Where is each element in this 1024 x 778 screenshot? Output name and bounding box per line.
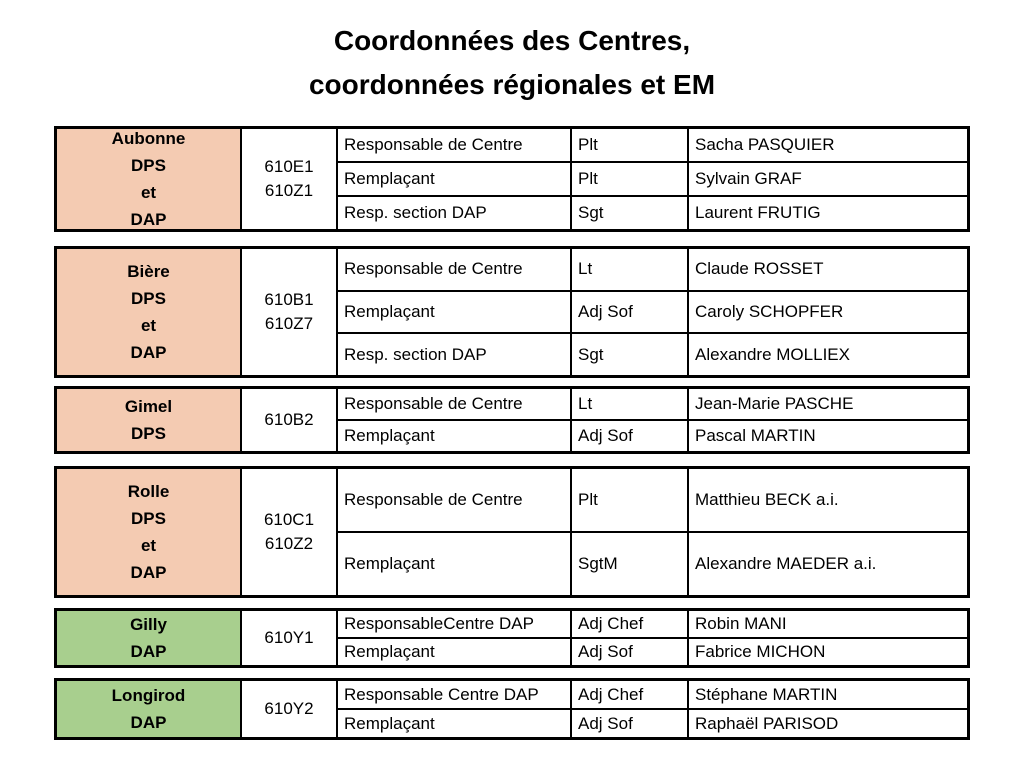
centre-codes (242, 611, 338, 665)
person-cell: Caroly SCHOPFER (695, 302, 844, 321)
centre-name-line: DAP (130, 642, 167, 661)
centre-name-line: Longirod (111, 686, 186, 705)
contact-row (338, 197, 967, 229)
centre-codes (242, 681, 338, 737)
role-cell: Remplaçant (338, 710, 572, 737)
centre-name-line: et (140, 183, 157, 202)
centre-name (57, 249, 242, 375)
person-cell: Robin MANI (695, 614, 787, 633)
centre-name-line: DPS (131, 156, 166, 175)
role-cell: Responsable de Centre (338, 389, 572, 419)
contact-row (338, 163, 967, 197)
rank-cell: Adj Chef (572, 611, 689, 637)
centre-name-line: Bière (127, 262, 170, 281)
person-cell: Laurent FRUTIG (695, 203, 821, 222)
centre-name (57, 681, 242, 737)
centre-block-rolle (54, 466, 970, 598)
centre-code: 610C1 (263, 510, 315, 529)
centre-code: 610Z1 (264, 181, 314, 200)
contact-row (338, 533, 967, 595)
contact-rows (338, 249, 967, 375)
contact-row (338, 292, 967, 335)
rank-cell: Adj Sof (572, 292, 689, 333)
role-cell: Remplaçant (338, 533, 572, 595)
person-cell: Stéphane MARTIN (695, 684, 838, 704)
centre-name-line: et (140, 316, 157, 335)
centre-name-line: Gimel (124, 397, 173, 416)
centre-name (57, 129, 242, 229)
role-cell: Responsable de Centre (338, 249, 572, 290)
contact-row (338, 681, 967, 710)
contact-row (338, 639, 967, 665)
centre-code: 610Y1 (264, 628, 314, 647)
centre-codes (242, 129, 338, 229)
role-cell: Remplaçant (338, 292, 572, 333)
contact-rows (338, 611, 967, 665)
rank-cell: Lt (572, 389, 689, 419)
role-cell: Resp. section DAP (338, 334, 572, 375)
centre-code: 610Y2 (264, 699, 314, 718)
centre-name-line: DAP (130, 563, 167, 582)
centre-name (57, 469, 242, 595)
role-cell: Remplaçant (338, 421, 572, 451)
centre-code: 610E1 (264, 157, 314, 176)
page-title-line-1: Coordonnées des Centres, (333, 25, 691, 56)
person-cell: Jean-Marie PASCHE (695, 394, 854, 413)
contact-row (338, 469, 967, 533)
contact-rows (338, 389, 967, 451)
role-cell: Responsable de Centre (338, 129, 572, 161)
contact-rows (338, 129, 967, 229)
centre-name-line: DAP (130, 343, 167, 362)
person-cell: Pascal MARTIN (695, 426, 816, 445)
centre-name-line: DPS (131, 424, 166, 443)
centre-block-longirod (54, 678, 970, 740)
person-cell: Sacha PASQUIER (695, 135, 835, 154)
centre-block-gimel (54, 386, 970, 454)
role-cell: Responsable de Centre (338, 469, 572, 531)
person-cell: Sylvain GRAF (695, 169, 802, 188)
rank-cell: Plt (572, 163, 689, 195)
centre-name-line: DPS (131, 289, 166, 308)
role-cell: Responsable Centre DAP (338, 681, 572, 708)
contact-row (338, 710, 967, 737)
role-cell: Resp. section DAP (338, 197, 572, 229)
contact-row (338, 421, 967, 451)
centre-code: 610Z2 (264, 534, 314, 553)
centre-codes (242, 389, 338, 451)
centre-name-line: et (140, 536, 157, 555)
person-cell: Raphaël PARISOD (695, 713, 839, 733)
rank-cell: Adj Sof (572, 710, 689, 737)
contact-row (338, 389, 967, 421)
centre-code: 610B2 (264, 410, 314, 429)
person-cell: Claude ROSSET (695, 259, 824, 279)
contact-rows (338, 469, 967, 595)
centre-block-biere (54, 246, 970, 378)
role-cell: ResponsableCentre DAP (338, 611, 572, 637)
person-cell: Matthieu BECK a.i. (695, 490, 839, 509)
centre-block-gilly (54, 608, 970, 668)
centre-codes (242, 249, 338, 375)
centre-name-line: Gilly (130, 615, 167, 634)
page-title-line-2: coordonnées régionales et EM (308, 69, 716, 100)
centre-name (57, 611, 242, 665)
centre-name-line: Aubonne (111, 129, 186, 148)
person-cell: Alexandre MOLLIEX (695, 344, 850, 364)
centre-name (57, 389, 242, 451)
contact-row (338, 249, 967, 292)
role-cell: Remplaçant (338, 639, 572, 665)
person-cell: Alexandre MAEDER a.i. (695, 554, 877, 573)
centre-code: 610B1 (264, 290, 314, 309)
contact-row (338, 611, 967, 639)
rank-cell: Sgt (572, 197, 689, 229)
centre-name-line: Rolle (127, 482, 170, 501)
centre-name-line: DPS (131, 509, 166, 528)
rank-cell: Adj Sof (572, 421, 689, 451)
contact-rows (338, 681, 967, 737)
role-cell: Remplaçant (338, 163, 572, 195)
centre-codes (242, 469, 338, 595)
centre-name-line: DAP (130, 713, 167, 732)
person-cell: Fabrice MICHON (695, 642, 826, 661)
centre-block-aubonne (54, 126, 970, 232)
contact-row (338, 129, 967, 163)
rank-cell: Adj Chef (572, 681, 689, 708)
rank-cell: SgtM (572, 533, 689, 595)
rank-cell: Plt (572, 469, 689, 531)
rank-cell: Sgt (572, 334, 689, 375)
rank-cell: Plt (572, 129, 689, 161)
centre-name-line: DAP (130, 210, 167, 229)
centre-code: 610Z7 (264, 314, 314, 333)
rank-cell: Adj Sof (572, 639, 689, 665)
contact-row (338, 334, 967, 375)
rank-cell: Lt (572, 249, 689, 290)
